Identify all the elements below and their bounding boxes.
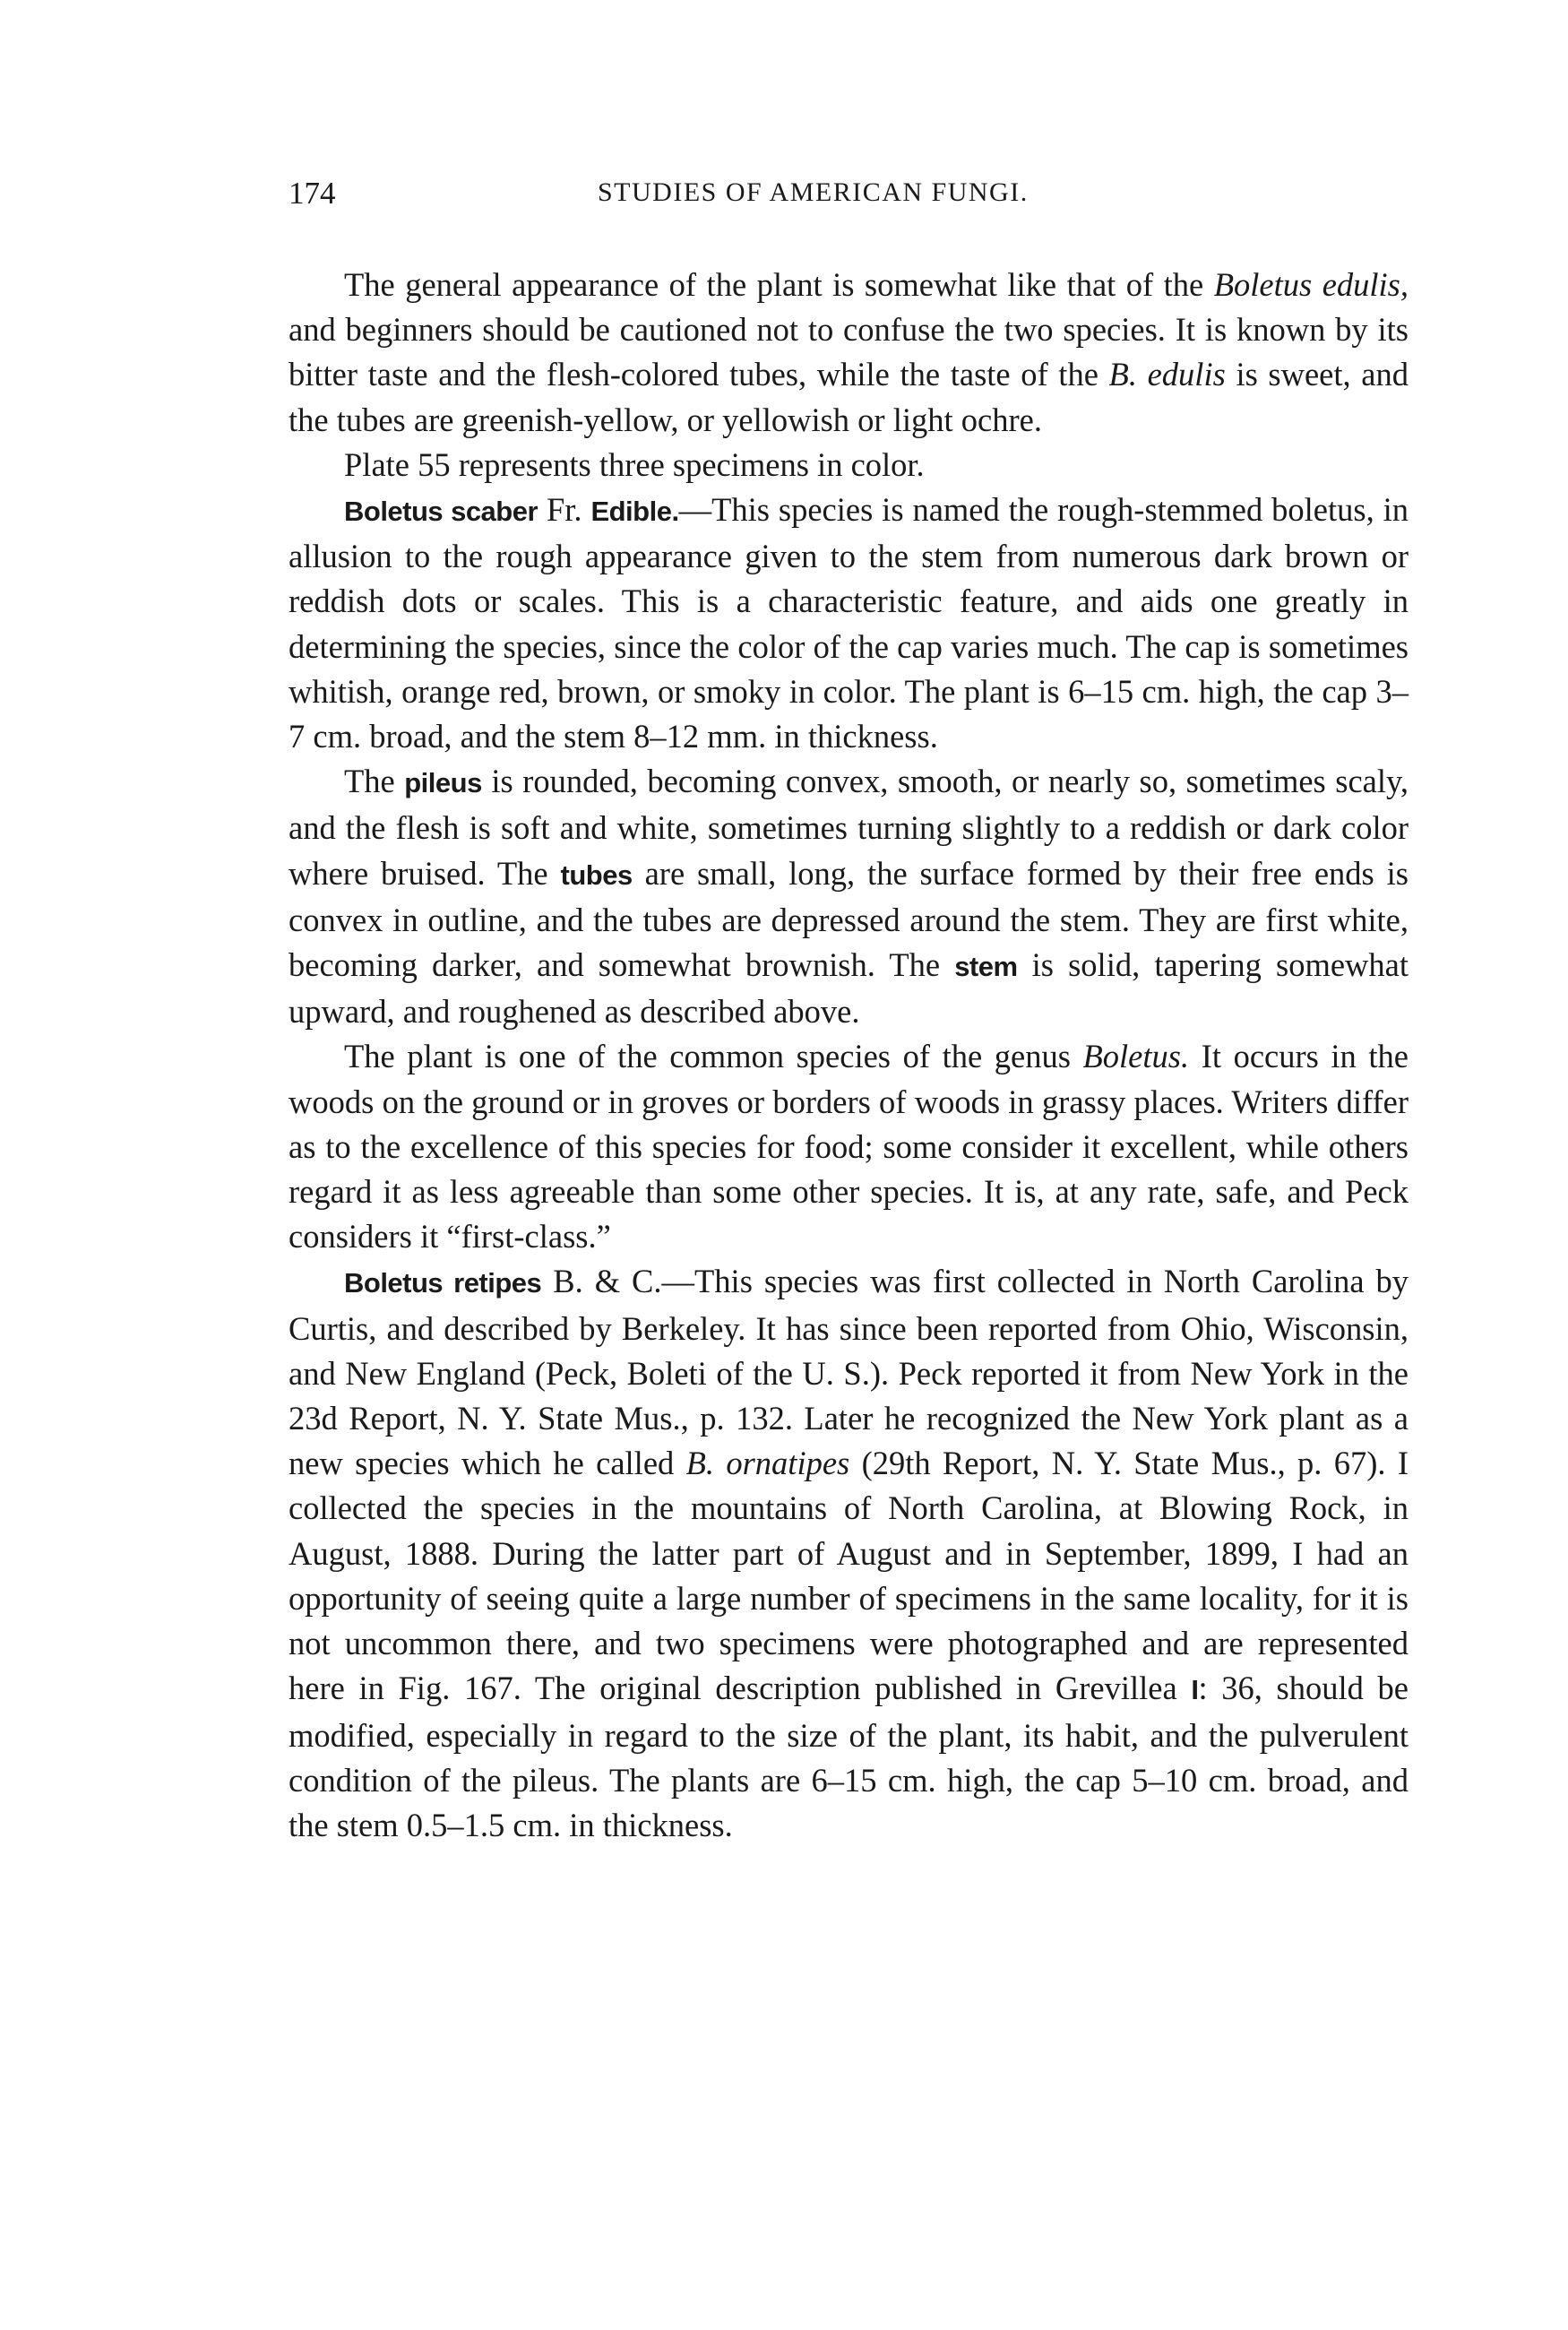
paragraph bbox=[289, 443, 1409, 488]
text-run: and beginners should be cautioned not to confuse the two species. It is known by its bitter taste and the flesh-colored tubes, while the taste of the bbox=[289, 311, 1409, 393]
text-run: : 36, should be modified, especially in regard to the size of the plant, its habit, and the pulverulent condition of the pileus. The plants are 6–15 cm. high, the cap 5–10 cm. broad, and the stem 0.5–1.5 cm. in thickness. bbox=[289, 1670, 1409, 1843]
bold-term: Boletus retipes bbox=[344, 1267, 542, 1299]
paragraph bbox=[289, 488, 1409, 759]
italic-term: Boletus. bbox=[1082, 1038, 1190, 1075]
bold-term: tubes bbox=[560, 859, 633, 891]
text-run: B. & C.—This species was first collected in North Carolina by Curtis, and described by Berkeley. It has since been reported from Ohio, Wisconsin, and New England (Peck, Boleti of the U. S.). Peck reported it from New York in the 23d Report, N. Y. State Mus., p. 132. Later he recognized the New York plant as a new species which he called bbox=[289, 1263, 1409, 1482]
text-run: is sweet, and the tubes are greenish-yellow, or yellowish or light ochre. bbox=[289, 356, 1409, 438]
text-run: The general appearance of the plant is somewhat like that of the bbox=[344, 266, 1214, 303]
italic-term: Boletus edulis, bbox=[1213, 266, 1409, 303]
text-run: —This species is named the rough-stemmed boletus, in allusion to the rough appearance given to the stem from numerous dark brown or reddish dots or scales. This is a characteristic feature, and aids one greatly in determining the species, since the color of the cap varies much. The cap is sometimes whitish, orange red, brown, or smoky in color. The plant is 6–15 cm. high, the cap 3–7 cm. broad, and the stem 8–12 mm. in thickness. bbox=[289, 491, 1409, 755]
text-run: are small, long, the surface formed by their free ends is convex in outline, and the tubes are depressed around the stem. They are first white, becoming darker, and somewhat brownish. The bbox=[289, 854, 1409, 984]
text-run: The bbox=[344, 763, 405, 800]
page-number: 174 bbox=[289, 176, 336, 211]
italic-term: B. edulis bbox=[1108, 356, 1226, 393]
paragraph bbox=[289, 1034, 1409, 1259]
page-header bbox=[289, 176, 1407, 220]
text-run: is solid, tapering somewhat upward, and roughened as described above. bbox=[289, 946, 1409, 1031]
text-run: The plant is one of the common species of the genus bbox=[344, 1038, 1083, 1075]
bold-term: I bbox=[1191, 1674, 1199, 1706]
text-run: Plate 55 represents three specimens in color. bbox=[344, 445, 925, 483]
text-run: (29th Report, N. Y. State Mus., p. 67). I collected the species in the mountains of North Carolina, at Blowing Rock, in August, 1888. During the latter part of August and in September, 1899, I had an opportunity of seeing quite a large number of specimens in the same locality, for it is not uncommon there, and two specimens were photographed and are represented here in Fig. 167. The original description published in Grevillea bbox=[289, 1445, 1409, 1707]
paragraph bbox=[289, 1259, 1409, 1848]
italic-term: B. ornatipes bbox=[685, 1445, 850, 1482]
text-run: is rounded, becoming convex, smooth, or nearly so, sometimes scaly, and the flesh is soft and white, sometimes turning slightly to a reddish or dark color where bruised. The bbox=[289, 763, 1409, 892]
body-text bbox=[289, 263, 1409, 1848]
text-run: It occurs in the woods on the ground or in groves or borders of woods in grassy places. Writers differ as to the excellence of this species for food; some consider it excellent, while others regard it as less agreeable than some other species. It is, at any rate, safe, and Peck considers it “first-class.” bbox=[289, 1038, 1409, 1256]
text-run: Fr. bbox=[538, 491, 591, 529]
running-title: STUDIES OF AMERICAN FUNGI. bbox=[598, 177, 1029, 207]
bold-term: stem bbox=[954, 951, 1018, 983]
bold-term: pileus bbox=[404, 767, 482, 799]
bold-term: Edible. bbox=[590, 496, 679, 528]
paragraph bbox=[289, 759, 1409, 1034]
bold-term: Boletus scaber bbox=[344, 496, 538, 528]
paragraph bbox=[289, 263, 1409, 443]
